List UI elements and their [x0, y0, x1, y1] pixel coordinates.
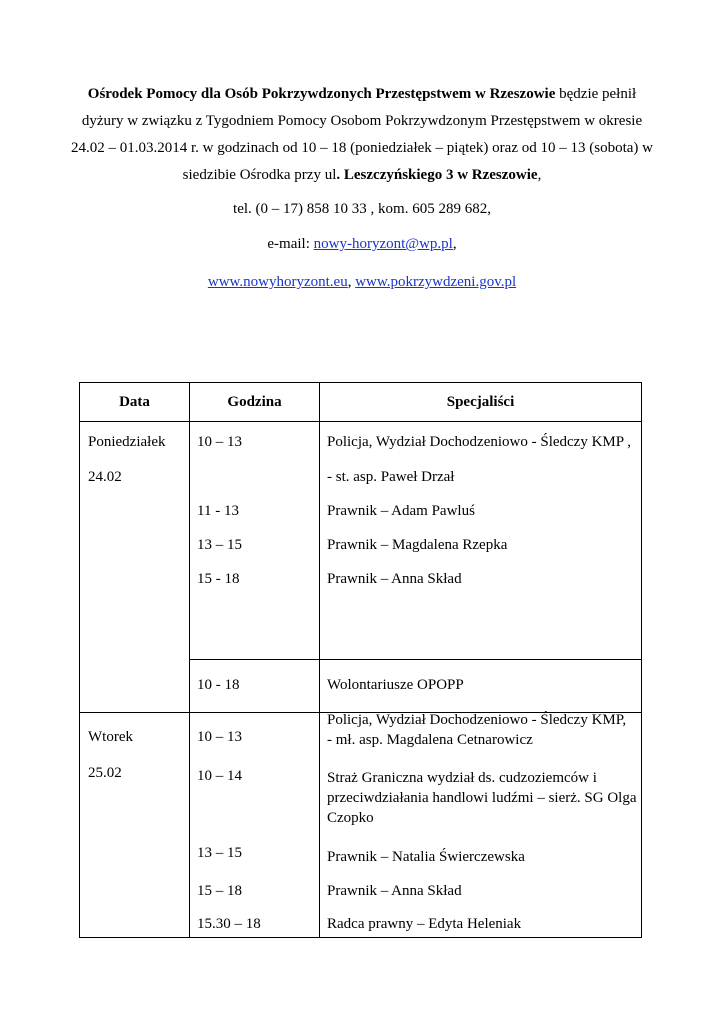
address: . Leszczyńskiego 3 w Rzeszowie — [336, 167, 538, 183]
specialist-entry: przeciwdziałania handlowi ludźmi – sierż. SG Olga — [327, 790, 637, 806]
specialist-entry: Wolontariusze OPOPP — [327, 677, 464, 693]
specialist-entry: Policja, Wydział Dochodzeniowo - Śledczy KMP, — [327, 712, 627, 728]
website-link-pokrzywdzeni[interactable]: www.pokrzywdzeni.gov.pl — [355, 274, 517, 290]
website-separator: , — [347, 274, 356, 290]
hour-slot: 10 – 14 — [197, 768, 242, 784]
header-date: Data — [80, 383, 190, 422]
hour-slot: 10 - 18 — [197, 677, 240, 693]
hour-slot: 11 - 13 — [197, 503, 239, 519]
specialist-entry: Prawnik – Adam Pawluś — [327, 503, 475, 519]
hour-slot: 10 – 13 — [197, 434, 242, 450]
specialist-entry: Radca prawny – Edyta Heleniak — [327, 916, 522, 932]
hour-slot: 10 – 13 — [197, 729, 242, 745]
header-specialists: Specjaliści — [320, 383, 642, 422]
hour-slot: 15.30 – 18 — [197, 916, 261, 932]
specialist-entry: Policja, Wydział Dochodzeniowo - Śledczy KMP , — [327, 434, 632, 450]
email-end: , — [452, 236, 457, 252]
intro-end: , — [537, 167, 542, 183]
volunteer-hours-cell — [190, 660, 320, 713]
hour-slot: 15 - 18 — [197, 571, 240, 587]
monday-day: Poniedziałek — [88, 434, 166, 450]
specialist-entry: Prawnik – Anna Skład — [327, 571, 462, 587]
monday-specialists-cell — [320, 422, 642, 660]
intro-text: będzie pełnił dyżury w związku z Tygodniem Pomocy Osobom Pokrzywdzonym Przestępstwem w okresie 24.02 – 01.03.2014 r. w godzinach od 10 – 18 (poniedziałek – piątek) oraz od 10 – 13 (sobota) w siedzibie Ośrodka przy ul — [71, 86, 653, 183]
hour-slot: 13 – 15 — [197, 537, 242, 553]
hour-slot: 15 – 18 — [197, 883, 242, 899]
tuesday-date-cell — [80, 713, 190, 938]
tuesday-date: 25.02 — [88, 765, 122, 781]
website-link-nowyhoryzont[interactable]: www.nowyhoryzont.eu — [207, 274, 348, 290]
monday-date-cell — [80, 422, 190, 713]
specialist-entry: Prawnik – Anna Skład — [327, 883, 462, 899]
specialist-entry: Czopko — [327, 810, 374, 826]
specialist-entry: - st. asp. Paweł Drzał — [327, 469, 455, 485]
table-header-row — [80, 383, 642, 422]
table-row-tuesday — [80, 713, 642, 938]
tuesday-day: Wtorek — [88, 729, 133, 745]
email-label: e-mail: — [267, 236, 314, 252]
specialist-entry: Prawnik – Natalia Świerczewska — [327, 849, 525, 865]
website-line — [0, 274, 724, 291]
monday-date: 24.02 — [88, 469, 122, 485]
monday-hours-cell — [190, 422, 320, 660]
tuesday-specialists-cell — [320, 713, 642, 938]
schedule-table — [79, 382, 642, 938]
email-line — [0, 236, 724, 253]
hour-slot: 13 – 15 — [197, 845, 242, 861]
organization-name: Ośrodek Pomocy dla Osób Pokrzywdzonych Przestępstwem w Rzeszowie — [87, 86, 556, 102]
email-link[interactable]: nowy-horyzont@wp.pl — [313, 236, 453, 252]
specialist-entry: Prawnik – Magdalena Rzepka — [327, 537, 508, 553]
phone-line: tel. (0 – 17) 858 10 33 , kom. 605 289 682, — [233, 201, 491, 217]
specialist-entry: - mł. asp. Magdalena Cetnarowicz — [327, 732, 533, 748]
volunteer-cell — [320, 660, 642, 713]
intro-paragraph — [70, 81, 654, 189]
table-row-monday — [80, 422, 642, 660]
header-hours: Godzina — [190, 383, 320, 422]
specialist-entry: Straż Graniczna wydział ds. cudzoziemców i — [327, 770, 597, 786]
tuesday-hours-cell — [190, 713, 320, 938]
